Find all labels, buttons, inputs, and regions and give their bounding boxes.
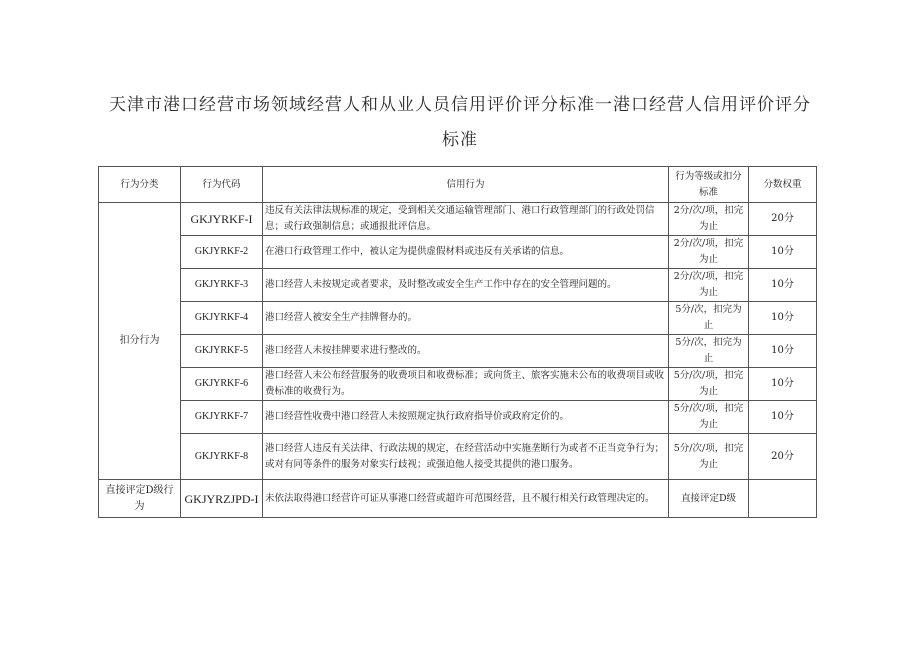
behavior-code: GKJYRKF-5 bbox=[181, 335, 263, 368]
behavior-text: 港口经营人被安全生产挂牌督办的。 bbox=[263, 302, 669, 335]
deduction-standard: 5分/次，扣完为止 bbox=[669, 335, 749, 368]
behavior-code: GKJYRKF-4 bbox=[181, 302, 263, 335]
behavior-code: GKJYRKF-2 bbox=[181, 236, 263, 269]
behavior-text: 港口经营人未按规定或者要求，及时整改或安全生产工作中存在的安全管理问题的。 bbox=[263, 269, 669, 302]
document-title-continued: 标准 bbox=[442, 130, 478, 150]
score-weight: 10分 bbox=[749, 401, 817, 434]
score-weight bbox=[749, 480, 817, 518]
deduction-standard: 2分/次/项，扣完为止 bbox=[669, 203, 749, 236]
behavior-code: GKJYRKF-I bbox=[181, 203, 263, 236]
table-row bbox=[99, 236, 817, 269]
header-level: 行为等级或扣分标准 bbox=[669, 167, 749, 203]
table-row bbox=[99, 302, 817, 335]
table-header-row bbox=[99, 167, 817, 203]
score-weight: 10分 bbox=[749, 269, 817, 302]
table-row bbox=[99, 480, 817, 518]
document-title: 天津市港口经营市场领域经营人和从业人员信用评价评分标准一港口经营人信用评价评分 bbox=[109, 95, 811, 115]
table-row bbox=[99, 368, 817, 401]
deduction-standard: 5分/次/项，扣完为止 bbox=[669, 368, 749, 401]
category-deduction: 扣分行为 bbox=[99, 203, 181, 480]
deduction-standard: 5分/次，扣完为止 bbox=[669, 302, 749, 335]
credit-scoring-table bbox=[98, 166, 817, 518]
behavior-code: GKJYRKF-8 bbox=[181, 434, 263, 480]
table-row bbox=[99, 269, 817, 302]
behavior-text: 港口经营性收费中港口经营人未按照规定执行政府指导价或政府定价的。 bbox=[263, 401, 669, 434]
deduction-standard: 5分/次/项，扣完为止 bbox=[669, 401, 749, 434]
deduction-standard: 2分/次/项，扣完为止 bbox=[669, 269, 749, 302]
header-code: 行为代码 bbox=[181, 167, 263, 203]
deduction-standard: 5分/次/项，扣完为止 bbox=[669, 434, 749, 480]
deduction-standard: 直接评定D级 bbox=[669, 480, 749, 518]
behavior-text: 港口经营人未公布经营服务的收费项目和收费标准；或向货主、旅客实施未公布的收费项目或收费标准的收费行为。 bbox=[263, 368, 669, 401]
score-weight: 20分 bbox=[749, 203, 817, 236]
table-row bbox=[99, 335, 817, 368]
behavior-code: GKJYRKF-3 bbox=[181, 269, 263, 302]
score-weight: 10分 bbox=[749, 368, 817, 401]
behavior-text: 港口经营人违反有关法律、行政法规的规定，在经营活动中实施垄断行为或者不正当竞争行为；或对有同等条件的服务对象实行歧视；或强迫他人接受其提供的港口服务。 bbox=[263, 434, 669, 480]
score-weight: 10分 bbox=[749, 335, 817, 368]
behavior-text: 港口经营人未按挂牌要求进行整改的。 bbox=[263, 335, 669, 368]
score-weight: 10分 bbox=[749, 302, 817, 335]
behavior-text: 在港口行政管理工作中，被认定为提供虚假材料或违反有关承诺的信息。 bbox=[263, 236, 669, 269]
header-category: 行为分类 bbox=[99, 167, 181, 203]
score-weight: 20分 bbox=[749, 434, 817, 480]
behavior-code: GKJYRZJPD-I bbox=[181, 480, 263, 518]
behavior-code: GKJYRKF-7 bbox=[181, 401, 263, 434]
score-weight: 10分 bbox=[749, 236, 817, 269]
table-row bbox=[99, 401, 817, 434]
table-row bbox=[99, 203, 817, 236]
header-behavior: 信用行为 bbox=[263, 167, 669, 203]
behavior-text: 未依法取得港口经营许可证从事港口经营或超许可范围经营，且不履行相关行政管理决定的。 bbox=[263, 480, 669, 518]
category-direct-d: 直接评定D级行为 bbox=[99, 480, 181, 518]
header-score: 分数权重 bbox=[749, 167, 817, 203]
behavior-text: 违反有关法律法规标准的规定，受到相关交通运输管理部门、港口行政管理部门的行政处罚信息；或行政强制信息；或通报批评信息。 bbox=[263, 203, 669, 236]
deduction-standard: 2分/次/项，扣完为止 bbox=[669, 236, 749, 269]
behavior-code: GKJYRKF-6 bbox=[181, 368, 263, 401]
table-row bbox=[99, 434, 817, 480]
